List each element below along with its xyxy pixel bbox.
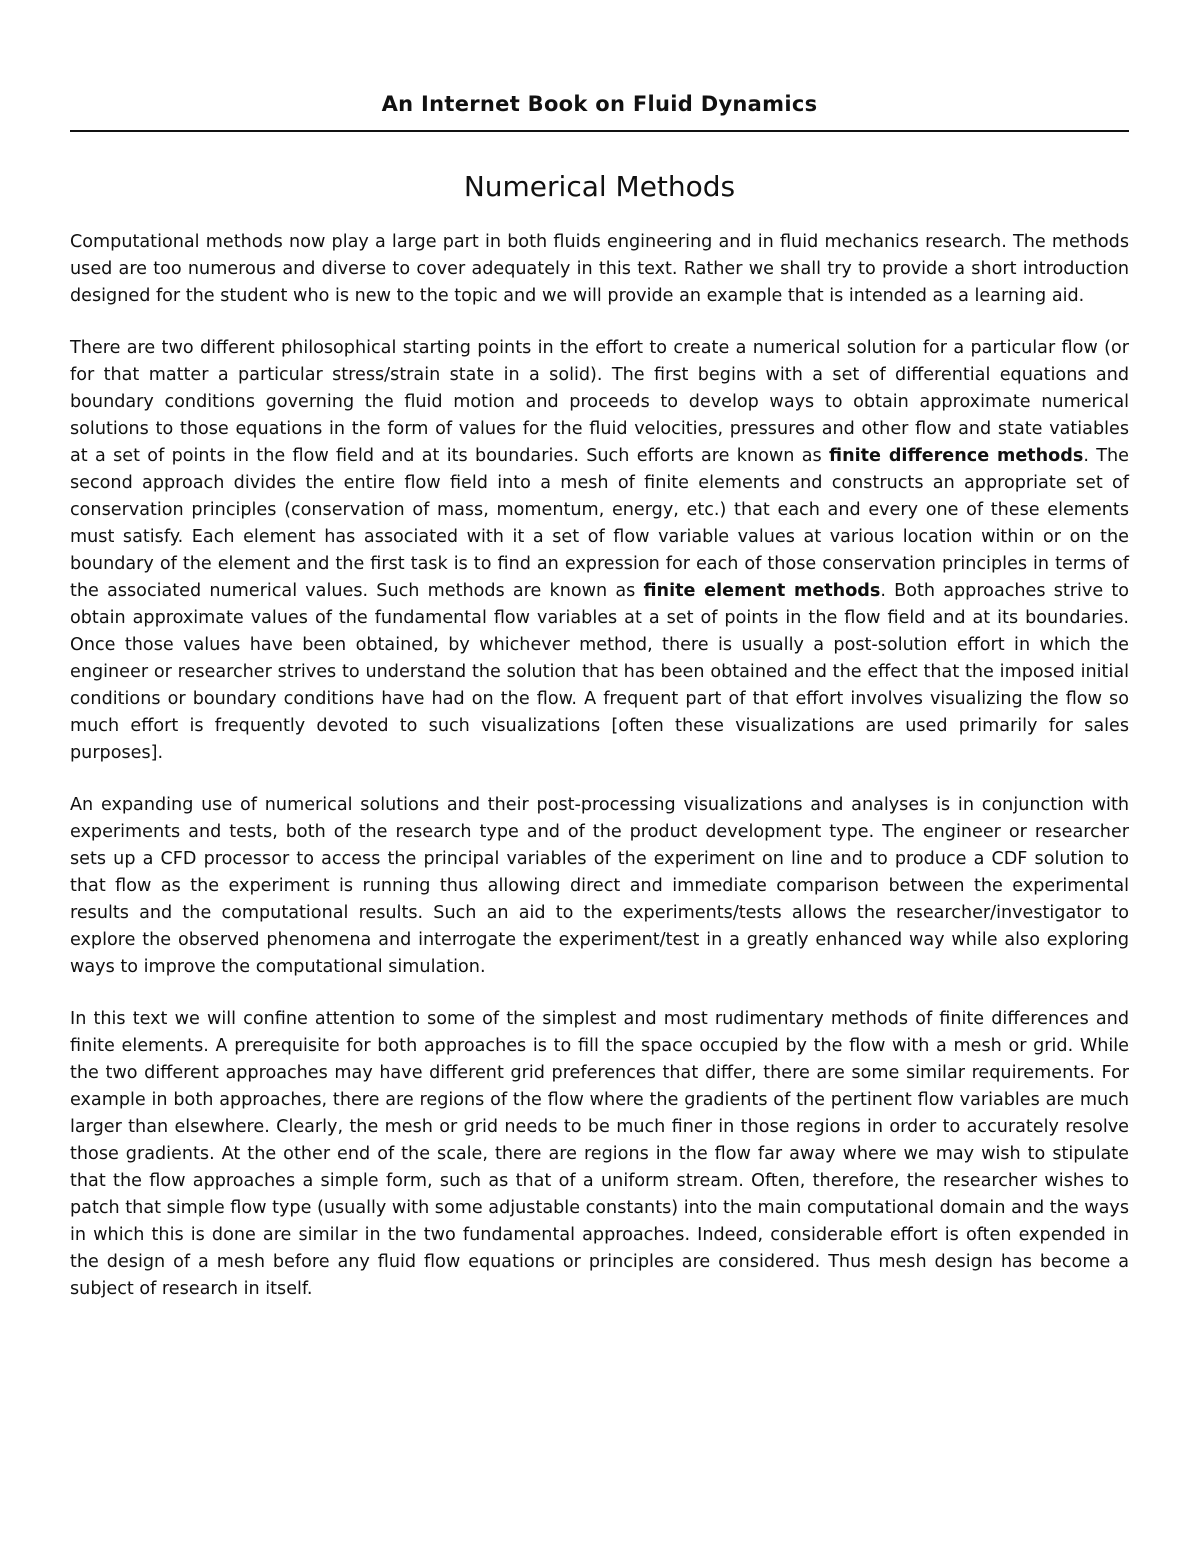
running-header: An Internet Book on Fluid Dynamics	[381, 92, 818, 116]
paragraph-experiments: An expanding use of numerical solutions and their post-processing visualizations and analyses is in conjunction with experiments and tests, both of the research type and of the product development type. The engineer or researcher sets up a CFD processor to access the principal variables of the experiment on line and to produce a CDF solution to that flow as the experiment is running thus allowing direct and immediate comparison between the experimental results and the computational results. Such an aid to the experiments/tests allows the researcher/investigator to explore the observed phenomena and interrogate the experiment/test in a greatly enhanced way while also exploring ways to improve the computational simulation.	[70, 795, 1129, 977]
header-rule	[70, 130, 1129, 132]
paragraph-text: There are two different philosophical starting points in the effort to create a numerical solution for a particular flow (or for that matter a particular stress/strain state in a solid). The first begins with a set of differential equations and boundary conditions governing the fluid motion and proceeds to develop ways to obtain approximate numerical solutions to those equations in the form of values for the fluid velocities, pressures and other flow and state vatiables at a set of points in the flow field and at its boundaries. Such efforts are known as	[70, 338, 1129, 466]
section-title: Numerical Methods	[463, 170, 736, 203]
body-text	[70, 229, 1129, 1328]
term-finite-element: finite element methods	[643, 581, 881, 601]
term-finite-difference: finite difference methods	[829, 446, 1084, 466]
paragraph-text: . The second approach divides the entire flow field into a mesh of finite elements and constructs an appropriate set of conservation principles (conservation of mass, momentum, energy, etc.) that each and every one of these elements must satisfy. Each element has associated with it a set of flow variable values at various location within or on the boundary of the element and the first task is to find an expression for each of those conservation principles in terms of the associated numerical values. Such methods are known as	[70, 446, 1129, 601]
paragraph-text: . Both approaches strive to obtain approximate values of the fundamental flow variables at a set of points in the flow field and at its boundaries. Once those values have been obtained, by whichever method, there is usually a post-solution effort in which the engineer or researcher strives to understand the solution that has been obtained and the effect that the imposed initial conditions or boundary conditions have had on the flow. A frequent part of that effort involves visualizing the flow so much effort is frequently devoted to such visualizations [often these visualizations are used primarily for sales purposes].	[70, 581, 1129, 763]
paragraph-approaches	[70, 335, 1129, 767]
paragraph-intro: Computational methods now play a large part in both fluids engineering and in fluid mechanics research. The methods used are too numerous and diverse to cover adequately in this text. Rather we shall try to provide a short introduction designed for the student who is new to the topic and we will provide an example that is intended as a learning aid.	[70, 232, 1129, 306]
paragraph-mesh: In this text we will confine attention to some of the simplest and most rudimentary methods of finite differences and finite elements. A prerequisite for both approaches is to fill the space occupied by the flow with a mesh or grid. While the two different approaches may have different grid preferences that differ, there are some similar requirements. For example in both approaches, there are regions of the flow where the gradients of the pertinent flow variables are much larger than elsewhere. Clearly, the mesh or grid needs to be much finer in those regions in order to accurately resolve those gradients. At the other end of the scale, there are regions in the flow far away where we may wish to stipulate that the flow approaches a simple form, such as that of a uniform stream. Often, therefore, the researcher wishes to patch that simple flow type (usually with some adjustable constants) into the main computational domain and the ways in which this is done are similar in the two fundamental approaches. Indeed, considerable effort is often expended in the design of a mesh before any fluid flow equations or principles are considered. Thus mesh design has become a subject of research in itself.	[70, 1009, 1129, 1299]
